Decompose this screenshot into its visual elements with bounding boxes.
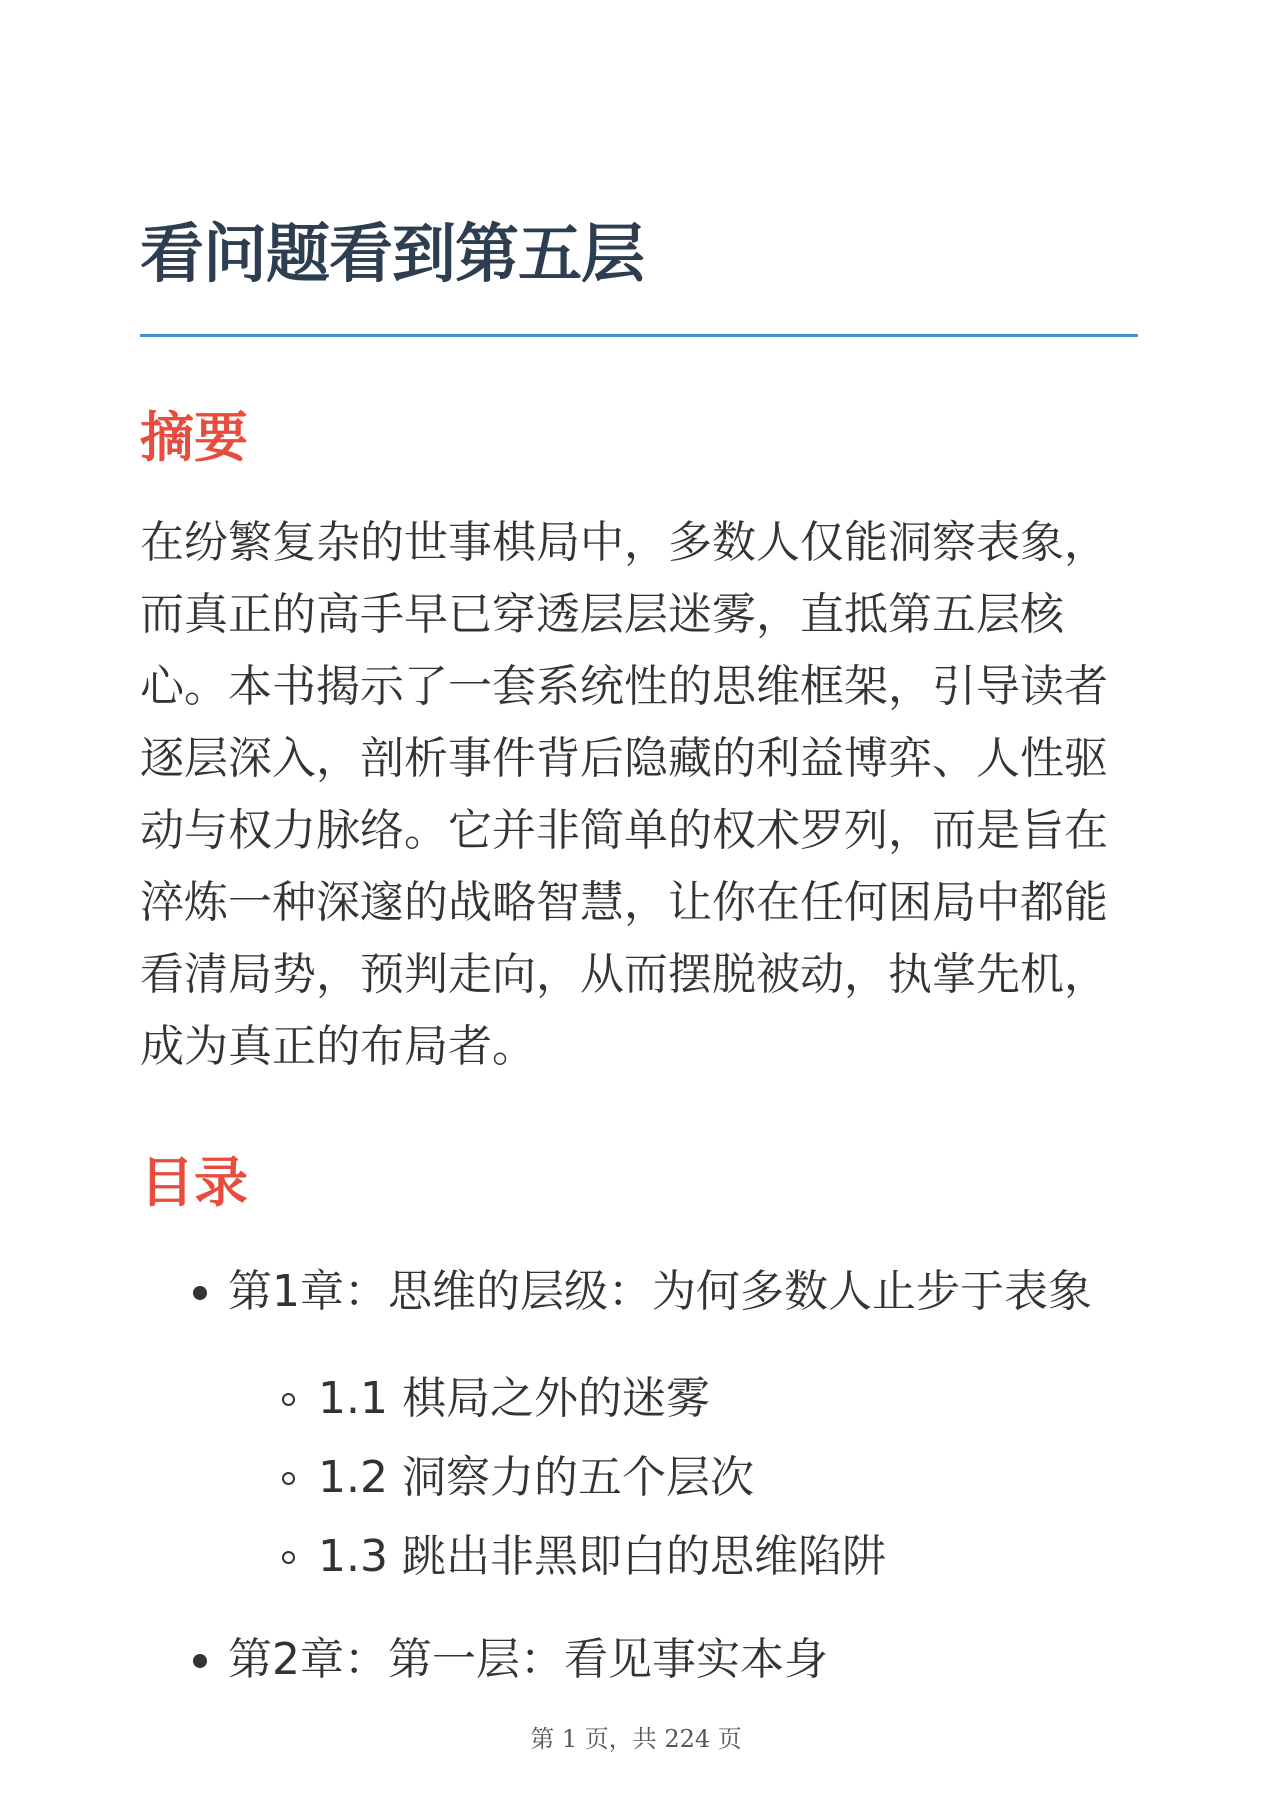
abstract-heading: 摘要 (140, 406, 248, 469)
toc-section-label[interactable]: 1.3 跳出非黑即白的思维陷阱 (318, 1531, 886, 1582)
abstract-line: 而真正的高手早已穿透层层迷雾，直抵第五层核 (140, 589, 1064, 640)
toc-chapter-label[interactable]: 第1章：思维的层级：为何多数人止步于表象 (228, 1266, 1092, 1317)
toc-section-label[interactable]: 1.1 棋局之外的迷雾 (318, 1373, 710, 1424)
abstract-line: 看清局势，预判走向，从而摆脱被动，执掌先机， (140, 949, 1108, 1000)
page-footer: 第 1 页，共 224 页 (530, 1725, 742, 1753)
abstract-line: 在纷繁复杂的世事棋局中，多数人仅能洞察表象， (140, 517, 1108, 568)
disc-bullet-icon (193, 1286, 207, 1300)
circle-bullet-icon (282, 1472, 295, 1485)
abstract-line: 心。本书揭示了一套系统性的思维框架，引导读者 (140, 661, 1108, 712)
document-title: 看问题看到第五层 (140, 218, 644, 292)
circle-bullet-icon (282, 1551, 295, 1564)
disc-bullet-icon (193, 1654, 207, 1668)
abstract-line: 淬炼一种深邃的战略智慧，让你在任何困局中都能 (140, 877, 1108, 928)
abstract-line: 逐层深入，剖析事件背后隐藏的利益博弈、人性驱 (140, 733, 1108, 784)
abstract-line: 成为真正的布局者。 (140, 1021, 536, 1072)
toc-section-label[interactable]: 1.2 洞察力的五个层次 (318, 1452, 754, 1503)
toc-heading: 目录 (140, 1151, 248, 1214)
abstract-line: 动与权力脉络。它并非简单的权术罗列，而是旨在 (140, 805, 1108, 856)
circle-bullet-icon (282, 1393, 295, 1406)
toc-chapter-label[interactable]: 第2章：第一层：看见事实本身 (228, 1634, 828, 1685)
